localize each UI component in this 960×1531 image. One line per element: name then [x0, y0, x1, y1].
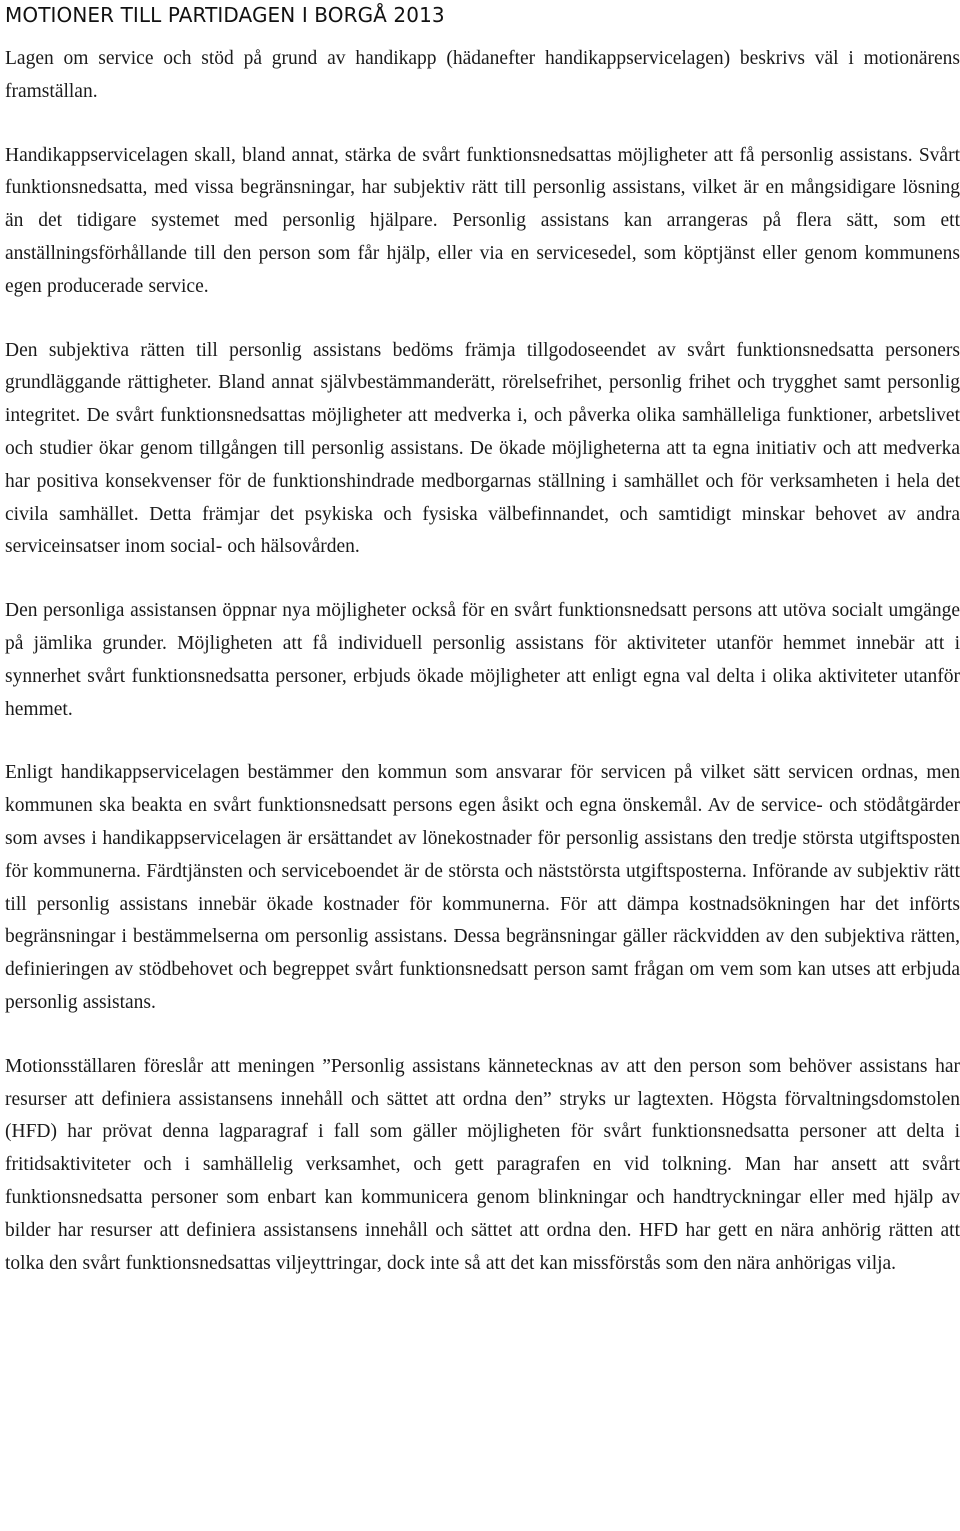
paragraph-municipal-costs: Enligt handikappservicelagen bestämmer den kommun som ansvarar för servicen på vilket sätt servicen ordnas, men kommunen ska beakta en svårt funktionsnedsatt persons egen åsikt och egna önskemål. Av de service- och stödåtgärder som avses i handikappservicelagen är ersättandet av lönekostnader för personlig assistans den tredje största utgiftsposten för kommunerna. Färdtjänsten och serviceboendet är de största och näststörsta utgiftsposterna. Införande av subjektiv rätt till personlig assistans innebär ökade kostnader för kommunerna. För att dämpa kostnadsökningen har det införts begränsningar i bestämmelserna om personlig assistans. Dessa begränsningar gäller räckvidden av den subjektiva rätten, definieringen av stödbehovet och begreppet svårt funktionsnedsatt person samt frågan om vem som kan utses att erbjuda personlig assistans. [5, 762, 960, 1013]
paragraph-proposal: Motionsställaren föreslår att meningen ”Personlig assistans kännetecknas av att den person som behöver assistans har resurser att definiera assistansens innehåll och sättet att ordna den” stryks ur lagtexten. Högsta förvaltningsdomstolen (HFD) har prövat denna lagparagraf i fall som gäller möjligheten för svårt funktionsnedsatta personer att delta i fritidsaktiviteter och i samhällelig verksamhet, och gett paragrafen en vid tolkning. Man har ansett att svårt funktionsnedsatta personer som enbart kan kommunicera genom blinkningar och handtryckningar eller med hjälp av bilder har resurser att definiera assistansens innehåll och sättet att ordna den. HFD har gett en nära anhörig rätten att tolka den svårt funktionsnedsattas viljeyttringar, dock inte så att det kan missförstås som den nära anhörigas vilja. [5, 1055, 960, 1274]
paragraph-intro: Lagen om service och stöd på grund av handikapp (hädanefter handikappservicelagen) beskrivs väl i motionärens framställan. [5, 48, 960, 102]
paragraph-social-participation: Den personliga assistansen öppnar nya möjligheter också för en svårt funktionsnedsatt persons att utöva socialt umgänge på jämlika grunder. Möjligheten att få individuell personlig assistans för aktiviteter utanför hemmet innebär att i synnerhet svårt funktionsnedsatta personer, erbjuds ökade möjligheter att enligt egna val delta i olika aktiviteter utanför hemmet. [5, 600, 960, 720]
paragraph-subjective-right: Den subjektiva rätten till personlig assistans bedöms främja tillgodoseendet av svårt funktionsnedsatta personers grundläggande rättigheter. Bland annat självbestämmanderätt, rörelsefrihet, personlig frihet och trygghet samt personlig integritet. De svårt funktionsnedsattas möjligheter att medverka i, och påverka olika samhälleliga funktioner, arbetslivet och studier ökar genom tillgången till personlig assistans. De ökade möjligheterna att ta egna initiativ och att medverka har positiva konsekvenser för de funktionshindrade medborgarnas ställning i samhället och för verksamheten i hela det civila samhället. Detta främjar det psykiska och fysiska välbefinnandet, och samtidigt minskar behovet av andra serviceinsatser inom social- och hälsovården. [5, 339, 960, 558]
document-title: MOTIONER TILL PARTIDAGEN I BORGÅ 2013 [5, 3, 445, 27]
document-page [5, 0, 960, 1280]
paragraph-personal-assistance: Handikappservicelagen skall, bland annat, stärka de svårt funktionsnedsattas möjligheter att få personlig assistans. Svårt funktionsnedsatta, med vissa begränsningar, har subjektiv rätt till personlig assistans, vilket är en mångsidigare lösning än det tidigare systemet med personlig hjälpare. Personlig assistans kan arrangeras på flera sätt, som ett anställningsförhållande till den person som får hjälp, eller via en servicesedel, som köptjänst eller genom kommunens egen producerade service. [5, 144, 960, 297]
